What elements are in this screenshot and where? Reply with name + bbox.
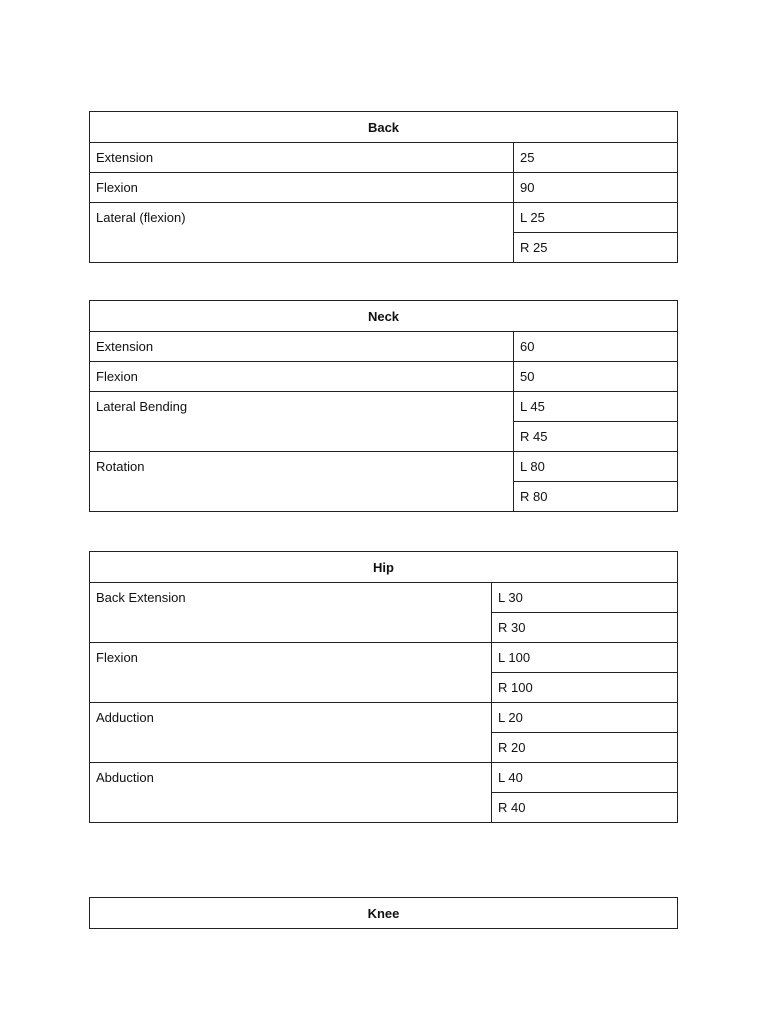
motion-value-right: R 100 (492, 673, 678, 703)
motion-label: Lateral Bending (90, 392, 514, 452)
motion-value-right: R 30 (492, 613, 678, 643)
table-row (90, 362, 678, 392)
table-row (90, 583, 678, 613)
table-header-row (90, 898, 678, 929)
motion-value-left: L 30 (492, 583, 678, 613)
motion-label: Abduction (90, 763, 492, 823)
table-row (90, 763, 678, 793)
motion-value: 50 (514, 362, 678, 392)
motion-value-left: L 40 (492, 763, 678, 793)
table-row (90, 143, 678, 173)
motion-label: Rotation (90, 452, 514, 512)
motion-value: 25 (514, 143, 678, 173)
table-row (90, 392, 678, 422)
table-row (90, 173, 678, 203)
motion-label: Lateral (flexion) (90, 203, 514, 263)
table-title: Hip (90, 552, 678, 583)
hip-rom-table (89, 551, 678, 823)
motion-value: 60 (514, 332, 678, 362)
motion-label: Flexion (90, 643, 492, 703)
neck-rom-table (89, 300, 678, 512)
motion-value-left: L 25 (514, 203, 678, 233)
motion-label: Adduction (90, 703, 492, 763)
table-row (90, 332, 678, 362)
motion-label: Flexion (90, 362, 514, 392)
motion-value-left: L 20 (492, 703, 678, 733)
table-header-row (90, 301, 678, 332)
knee-rom-table (89, 897, 678, 929)
motion-value-left: L 100 (492, 643, 678, 673)
table-title: Neck (90, 301, 678, 332)
motion-value-right: R 40 (492, 793, 678, 823)
table-row (90, 643, 678, 673)
motion-value-right: R 80 (514, 482, 678, 512)
table-row (90, 203, 678, 233)
motion-value-left: L 80 (514, 452, 678, 482)
table-row (90, 703, 678, 733)
table-header-row (90, 112, 678, 143)
motion-value: 90 (514, 173, 678, 203)
back-rom-table (89, 111, 678, 263)
table-header-row (90, 552, 678, 583)
motion-label: Flexion (90, 173, 514, 203)
motion-label: Back Extension (90, 583, 492, 643)
table-title: Back (90, 112, 678, 143)
motion-value-right: R 25 (514, 233, 678, 263)
motion-label: Extension (90, 332, 514, 362)
motion-label: Extension (90, 143, 514, 173)
motion-value-right: R 20 (492, 733, 678, 763)
motion-value-right: R 45 (514, 422, 678, 452)
motion-value-left: L 45 (514, 392, 678, 422)
table-title: Knee (90, 898, 678, 929)
table-row (90, 452, 678, 482)
